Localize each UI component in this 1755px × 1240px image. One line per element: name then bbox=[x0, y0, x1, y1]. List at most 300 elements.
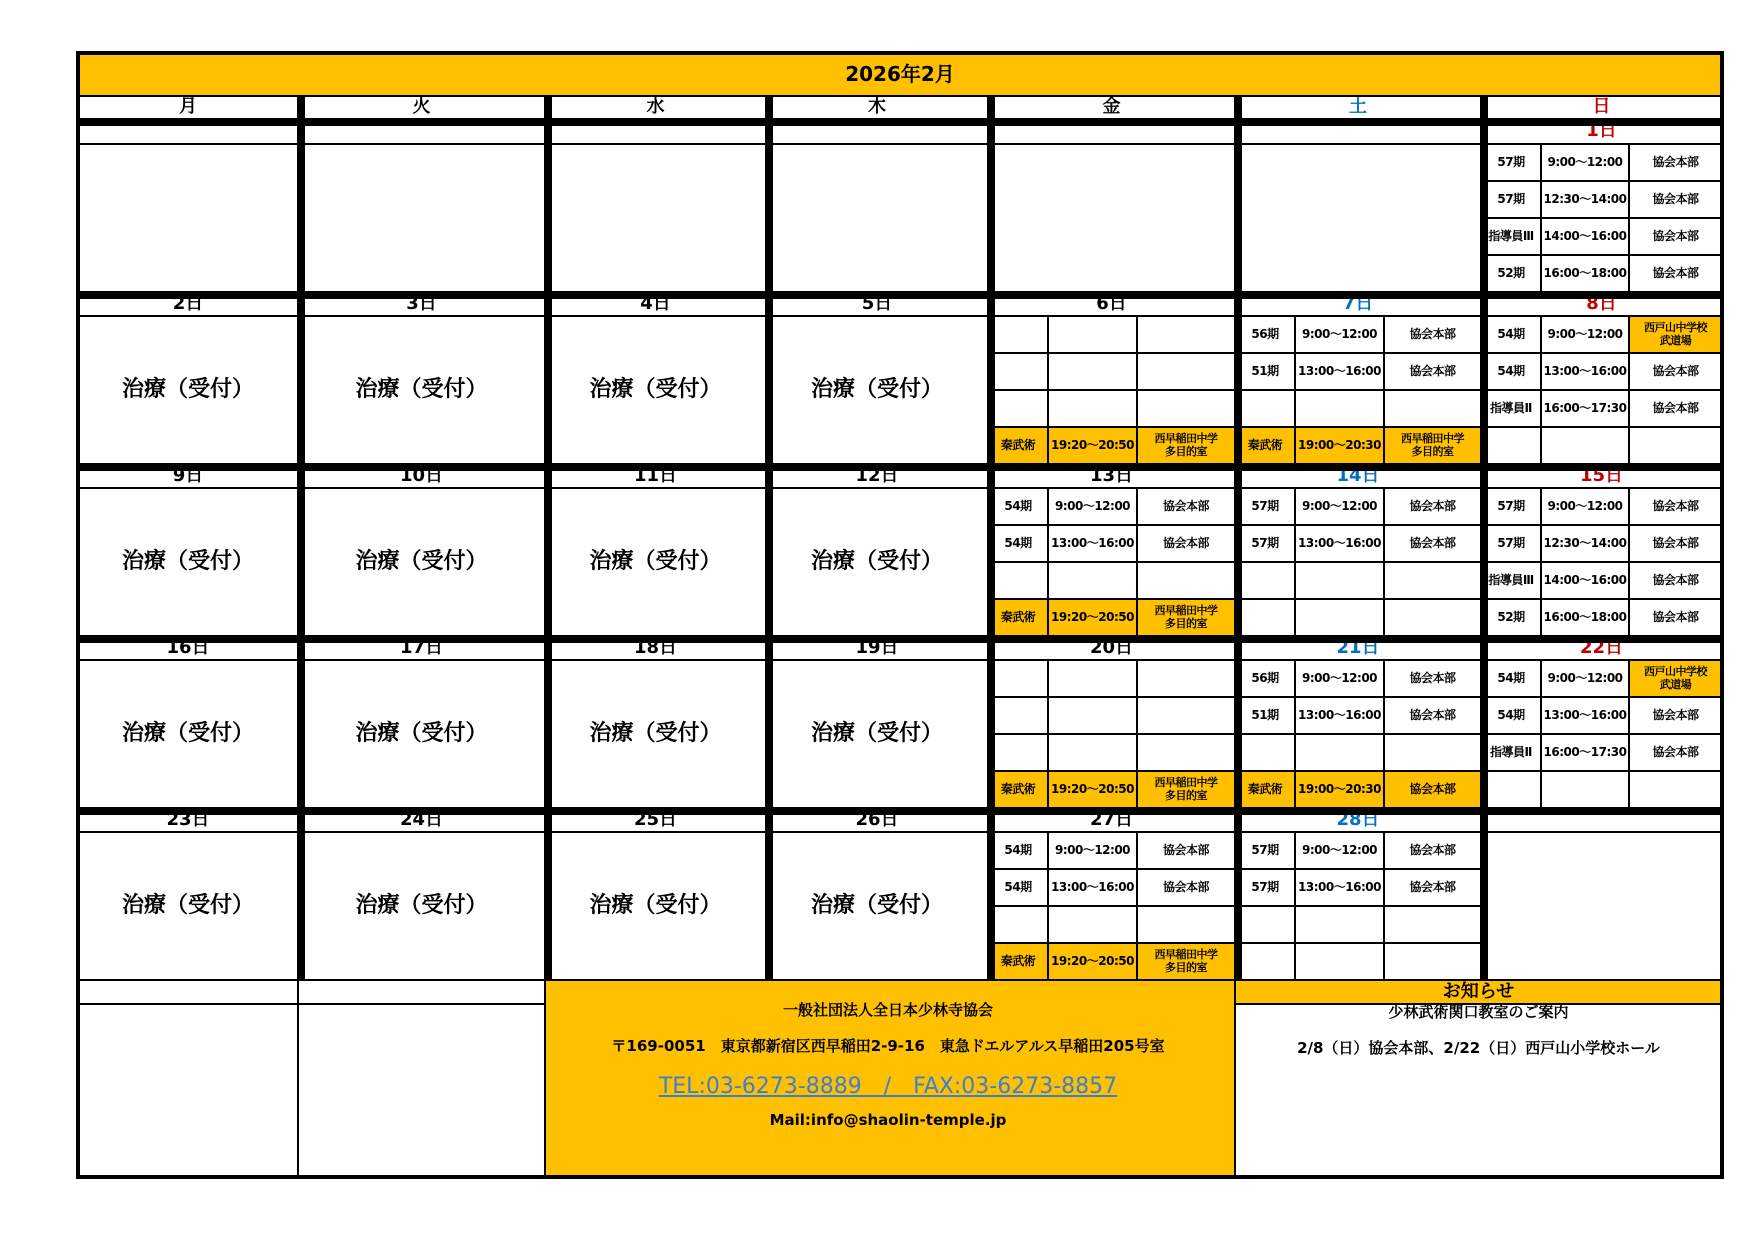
sat-slot-3-3-0-text: 秦武術 bbox=[1247, 781, 1283, 796]
sat-slot-3-3-2-text: 協会本部 bbox=[1409, 781, 1456, 796]
sun-slot-3-0-0 bbox=[1481, 660, 1541, 697]
date-3-3-text: 19日 bbox=[855, 636, 899, 658]
weekday-5 bbox=[1235, 96, 1481, 119]
fri-slot-1-3-2-text: 西早稲田中学 多目的室 bbox=[1154, 431, 1218, 458]
sun-slot-0-3-0-text: 52期 bbox=[1497, 265, 1525, 280]
sun-slot-0-0-1 bbox=[1541, 144, 1629, 181]
date-1-4-text: 6日 bbox=[1096, 292, 1127, 314]
sat-slot-1-0-2-text: 協会本部 bbox=[1409, 326, 1456, 341]
fri-slot-2-1-2 bbox=[1137, 525, 1235, 562]
fri-slot-4-3-2 bbox=[1137, 943, 1235, 980]
sun-slot-3-3-1 bbox=[1541, 771, 1629, 808]
date-1-1-text: 3日 bbox=[406, 292, 437, 314]
date-0-1 bbox=[298, 119, 545, 144]
sun-slot-3-1-0-text: 54期 bbox=[1497, 707, 1525, 722]
sun-slot-3-2-2 bbox=[1629, 734, 1722, 771]
treatment-cell-1-2 bbox=[545, 316, 766, 464]
treatment-cell-4-1-text: 治療（受付） bbox=[355, 893, 488, 919]
treatment-cell-2-3 bbox=[766, 488, 988, 636]
sat-slot-3-3-1-text: 19:00～20:30 bbox=[1298, 781, 1381, 796]
treatment-cell-0-3 bbox=[766, 144, 988, 292]
sat-slot-4-2-1 bbox=[1295, 906, 1384, 943]
date-0-0 bbox=[78, 119, 298, 144]
treatment-cell-2-2-text: 治療（受付） bbox=[589, 549, 722, 575]
treatment-cell-4-3 bbox=[766, 832, 988, 980]
date-4-1 bbox=[298, 808, 545, 832]
treatment-cell-2-1-text: 治療（受付） bbox=[355, 549, 488, 575]
fri-slot-2-1-1-text: 13:00～16:00 bbox=[1051, 535, 1134, 550]
fri-slot-2-1-1 bbox=[1048, 525, 1137, 562]
sat-slot-4-1-2 bbox=[1384, 869, 1481, 906]
sat-slot-4-0-1 bbox=[1295, 832, 1384, 869]
sat-slot-1-0-1-text: 9:00～12:00 bbox=[1301, 326, 1378, 341]
sat-slot-1-3-1-text: 19:00～20:30 bbox=[1298, 437, 1381, 452]
sat-slot-3-1-2 bbox=[1384, 697, 1481, 734]
sat-slot-1-0-0 bbox=[1235, 316, 1295, 353]
sat-slot-4-0-0-text: 57期 bbox=[1251, 842, 1279, 857]
sun-slot-1-1-2 bbox=[1629, 353, 1722, 390]
sun-slot-2-2-0 bbox=[1481, 562, 1541, 599]
sun-slot-2-1-2-text: 協会本部 bbox=[1652, 535, 1699, 550]
date-3-6 bbox=[1481, 636, 1722, 660]
fri-slot-4-0-1 bbox=[1048, 832, 1137, 869]
sun-slot-1-3-1 bbox=[1541, 427, 1629, 464]
fri-slot-4-1-2-text: 協会本部 bbox=[1162, 879, 1209, 894]
treatment-cell-3-1-text: 治療（受付） bbox=[355, 721, 488, 747]
sat-slot-1-0-2 bbox=[1384, 316, 1481, 353]
sun-slot-2-3-2 bbox=[1629, 599, 1722, 636]
weekday-0-text: 月 bbox=[179, 96, 197, 118]
sun-slot-1-1-1-text: 13:00～16:00 bbox=[1543, 363, 1627, 378]
date-3-4 bbox=[988, 636, 1235, 660]
treatment-cell-1-2-text: 治療（受付） bbox=[589, 377, 722, 403]
sat-slot-1-1-2 bbox=[1384, 353, 1481, 390]
date-4-2 bbox=[545, 808, 766, 832]
sat-slot-3-0-0 bbox=[1235, 660, 1295, 697]
fri-slot-1-2-1 bbox=[1048, 390, 1137, 427]
treatment-cell-3-3 bbox=[766, 660, 988, 808]
sun-slot-3-1-1-text: 13:00～16:00 bbox=[1543, 707, 1627, 722]
fri-slot-3-3-2-text: 西早稲田中学 多目的室 bbox=[1154, 775, 1218, 802]
date-2-0 bbox=[78, 464, 298, 488]
date-2-5 bbox=[1235, 464, 1481, 488]
sun-slot-3-0-1 bbox=[1541, 660, 1629, 697]
weekday-0 bbox=[78, 96, 298, 119]
sat-slot-2-2-2 bbox=[1384, 562, 1481, 599]
date-2-6-text: 15日 bbox=[1579, 464, 1624, 486]
weekday-3 bbox=[766, 96, 988, 119]
weekday-5-text: 土 bbox=[1349, 96, 1367, 118]
sun-slot-1-1-0 bbox=[1481, 353, 1541, 390]
sun-slot-2-3-2-text: 協会本部 bbox=[1652, 609, 1699, 624]
date-3-1 bbox=[298, 636, 545, 660]
sat-slot-1-0-1 bbox=[1295, 316, 1384, 353]
sat-slot-4-3-0 bbox=[1235, 943, 1295, 980]
treatment-cell-3-1 bbox=[298, 660, 545, 808]
sat-slot-1-1-0-text: 51期 bbox=[1251, 363, 1279, 378]
sun-slot-3-1-1 bbox=[1541, 697, 1629, 734]
date-3-1-text: 17日 bbox=[399, 636, 444, 658]
fri-slot-1-1-1 bbox=[1048, 353, 1137, 390]
sun-slot-3-2-0 bbox=[1481, 734, 1541, 771]
fri-slot-4-0-1-text: 9:00～12:00 bbox=[1054, 842, 1131, 857]
treatment-cell-1-0-text: 治療（受付） bbox=[121, 377, 254, 403]
notice-heading-text: お知らせ bbox=[1442, 980, 1515, 1002]
sat-slot-3-0-2 bbox=[1384, 660, 1481, 697]
fri-slot-1-1-2 bbox=[1137, 353, 1235, 390]
notice-body bbox=[1235, 997, 1722, 1172]
calendar-title bbox=[78, 53, 1722, 96]
sun-slot-2-3-1 bbox=[1541, 599, 1629, 636]
sat-slot-4-0-1-text: 9:00～12:00 bbox=[1301, 842, 1378, 857]
date-4-0-text: 23日 bbox=[166, 808, 210, 830]
date-3-3 bbox=[766, 636, 988, 660]
sat-slot-3-2-2 bbox=[1384, 734, 1481, 771]
fri-slot-3-3-1-text: 19:20～20:50 bbox=[1051, 781, 1134, 796]
fri-slot-2-0-1 bbox=[1048, 488, 1137, 525]
fri-slot-4-0-0-text: 54期 bbox=[1004, 842, 1032, 857]
fri-slot-2-0-0 bbox=[988, 488, 1048, 525]
fri-slot-3-3-1 bbox=[1048, 771, 1137, 808]
date-1-6-text: 8日 bbox=[1586, 292, 1617, 314]
bottom-cell-tue bbox=[298, 1004, 545, 1177]
sat-slot-1-2-1 bbox=[1295, 390, 1384, 427]
sun-slot-1-2-2-text: 協会本部 bbox=[1652, 400, 1699, 415]
sat-slot-1-3-2-text: 西早稲田中学 多目的室 bbox=[1401, 431, 1464, 458]
fri-slot-4-2-1 bbox=[1048, 906, 1137, 943]
treatment-cell-1-3-text: 治療（受付） bbox=[810, 377, 943, 403]
sun-slot-1-2-1-text: 16:00～17:30 bbox=[1543, 400, 1627, 415]
fri-slot-2-3-1-text: 19:20～20:50 bbox=[1051, 609, 1134, 624]
sun-slot-2-2-1-text: 14:00～16:00 bbox=[1543, 572, 1627, 587]
sun-slot-0-2-0-text: 指導員Ⅲ bbox=[1488, 228, 1534, 243]
fri-slot-2-3-1 bbox=[1048, 599, 1137, 636]
date-0-3 bbox=[766, 119, 988, 144]
sun-slot-2-2-0-text: 指導員Ⅲ bbox=[1488, 572, 1534, 587]
date-2-2 bbox=[545, 464, 766, 488]
sat-slot-1-0-0-text: 56期 bbox=[1251, 326, 1279, 341]
sat-slot-2-0-0 bbox=[1235, 488, 1295, 525]
sat-slot-3-1-0-text: 51期 bbox=[1251, 707, 1279, 722]
bottom-strip-mon bbox=[78, 980, 298, 1004]
sat-slot-3-0-2-text: 協会本部 bbox=[1409, 670, 1456, 685]
sat-slot-1-2-0 bbox=[1235, 390, 1295, 427]
sun-slot-1-2-0-text: 指導員Ⅱ bbox=[1490, 400, 1532, 415]
sun-slot-2-3-0 bbox=[1481, 599, 1541, 636]
sun-slot-0-2-0 bbox=[1481, 218, 1541, 255]
date-4-3 bbox=[766, 808, 988, 832]
sat-slot-2-0-1-text: 9:00～12:00 bbox=[1301, 498, 1378, 513]
sun-slot-0-3-2 bbox=[1629, 255, 1722, 292]
fri-slot-2-3-2 bbox=[1137, 599, 1235, 636]
sat-slot-1-3-0-text: 秦武術 bbox=[1247, 437, 1283, 452]
sat-slot-4-0-0 bbox=[1235, 832, 1295, 869]
sat-slot-4-1-0-text: 57期 bbox=[1251, 879, 1279, 894]
treatment-cell-4-0 bbox=[78, 832, 298, 980]
sat-slot-2-3-2 bbox=[1384, 599, 1481, 636]
date-0-6 bbox=[1481, 119, 1722, 144]
sat-slot-1-1-0 bbox=[1235, 353, 1295, 390]
sat-slot-1-1-1-text: 13:00～16:00 bbox=[1298, 363, 1381, 378]
date-1-5 bbox=[1235, 292, 1481, 316]
sun-slot-1-2-1 bbox=[1541, 390, 1629, 427]
org-address: 〒169-0051 東京都新宿区西早稲田2-9-16 東急ドエルアルス早稲田205号室 bbox=[611, 1037, 1165, 1055]
date-3-6-text: 22日 bbox=[1579, 636, 1624, 658]
treatment-cell-0-1 bbox=[298, 144, 545, 292]
sat-slot-4-2-2 bbox=[1384, 906, 1481, 943]
treatment-cell-3-0-text: 治療（受付） bbox=[121, 721, 254, 747]
sun-slot-0-2-1-text: 14:00～16:00 bbox=[1543, 228, 1627, 243]
sun-slot-0-2-2-text: 協会本部 bbox=[1652, 228, 1699, 243]
sun-slot-3-0-1-text: 9:00～12:00 bbox=[1547, 670, 1623, 685]
sat-slot-2-0-2 bbox=[1384, 488, 1481, 525]
date-1-2 bbox=[545, 292, 766, 316]
weekday-1 bbox=[298, 96, 545, 119]
fri-slot-1-1-0 bbox=[988, 353, 1048, 390]
sat-slot-3-1-1 bbox=[1295, 697, 1384, 734]
sun-slot-1-0-0-text: 54期 bbox=[1497, 326, 1525, 341]
date-4-4 bbox=[988, 808, 1235, 832]
date-4-4-text: 27日 bbox=[1089, 808, 1134, 830]
sat-slot-4-3-1 bbox=[1295, 943, 1384, 980]
sat-slot-2-0-1 bbox=[1295, 488, 1384, 525]
treatment-cell-2-3-text: 治療（受付） bbox=[810, 549, 943, 575]
sat-slot-2-3-1 bbox=[1295, 599, 1384, 636]
sun-slot-0-0-0 bbox=[1481, 144, 1541, 181]
sat-slot-4-3-2 bbox=[1384, 943, 1481, 980]
sat-slot-1-1-1 bbox=[1295, 353, 1384, 390]
date-2-1-text: 10日 bbox=[399, 464, 444, 486]
fri-slot-2-0-2 bbox=[1137, 488, 1235, 525]
notice-line-2: 2/8（日）協会本部、2/22（日）西戸山小学校ホール bbox=[1297, 1039, 1660, 1057]
fri-slot-2-1-0-text: 54期 bbox=[1004, 535, 1032, 550]
date-3-5-text: 21日 bbox=[1336, 636, 1380, 658]
fri-slot-3-0-0 bbox=[988, 660, 1048, 697]
sat-slot-1-2-2 bbox=[1384, 390, 1481, 427]
date-4-5 bbox=[1235, 808, 1481, 832]
date-3-0-text: 16日 bbox=[166, 636, 210, 658]
date-0-5 bbox=[1235, 119, 1481, 144]
sun-slot-1-0-0 bbox=[1481, 316, 1541, 353]
sun-slot-1-2-0 bbox=[1481, 390, 1541, 427]
date-1-3 bbox=[766, 292, 988, 316]
fri-slot-3-1-2 bbox=[1137, 697, 1235, 734]
sat-slot-2-0-2-text: 協会本部 bbox=[1409, 498, 1456, 513]
fri-slot-2-2-1 bbox=[1048, 562, 1137, 599]
fri-slot-1-3-2 bbox=[1137, 427, 1235, 464]
sat-slot-3-0-1 bbox=[1295, 660, 1384, 697]
sun-slot-0-3-2-text: 協会本部 bbox=[1652, 265, 1699, 280]
sun-slot-2-1-1 bbox=[1541, 525, 1629, 562]
sat-slot-3-0-1-text: 9:00～12:00 bbox=[1301, 670, 1378, 685]
date-2-3-text: 12日 bbox=[855, 464, 899, 486]
sat-slot-3-0-0-text: 56期 bbox=[1251, 670, 1279, 685]
fri-slot-2-3-0-text: 秦武術 bbox=[1000, 609, 1036, 624]
calendar-title-text: 2026年2月 bbox=[845, 62, 955, 86]
sun-slot-2-2-2 bbox=[1629, 562, 1722, 599]
weekday-4-text: 金 bbox=[1102, 96, 1121, 118]
treatment-cell-4-2 bbox=[545, 832, 766, 980]
date-4-5-text: 28日 bbox=[1336, 808, 1380, 830]
date-4-6 bbox=[1481, 808, 1722, 832]
date-1-1 bbox=[298, 292, 545, 316]
fri-slot-4-3-1 bbox=[1048, 943, 1137, 980]
sun-slot-1-0-2-text: 西戸山中学校 武道場 bbox=[1644, 320, 1707, 347]
sun-slot-0-0-2-text: 協会本部 bbox=[1652, 154, 1699, 169]
sat-slot-2-1-1 bbox=[1295, 525, 1384, 562]
sun-slot-2-0-0-text: 57期 bbox=[1497, 498, 1525, 513]
tel-fax-link[interactable]: TEL:03-6273-8889 / FAX:03-6273-8857 bbox=[658, 1074, 1118, 1099]
fri-slot-4-0-2 bbox=[1137, 832, 1235, 869]
sun-slot-2-2-2-text: 協会本部 bbox=[1652, 572, 1699, 587]
sun-slot-0-3-1-text: 16:00～18:00 bbox=[1543, 265, 1627, 280]
sat-slot-2-2-0 bbox=[1235, 562, 1295, 599]
treatment-cell-0-0 bbox=[78, 144, 298, 292]
fri-slot-1-3-1 bbox=[1048, 427, 1137, 464]
treatment-cell-4-3-text: 治療（受付） bbox=[810, 893, 943, 919]
fri-slot-2-3-2-text: 西早稲田中学 多目的室 bbox=[1154, 603, 1218, 630]
treatment-cell-3-0 bbox=[78, 660, 298, 808]
sun-slot-2-0-1 bbox=[1541, 488, 1629, 525]
fri-slot-1-2-2 bbox=[1137, 390, 1235, 427]
fri-slot-4-1-2 bbox=[1137, 869, 1235, 906]
sat-slot-2-2-1 bbox=[1295, 562, 1384, 599]
date-3-4-text: 20日 bbox=[1089, 636, 1134, 658]
fri-slot-3-2-1 bbox=[1048, 734, 1137, 771]
sun-slot-3-0-2 bbox=[1629, 660, 1722, 697]
date-1-5-text: 7日 bbox=[1342, 292, 1374, 314]
treatment-cell-4-0-text: 治療（受付） bbox=[121, 893, 254, 919]
sat-slot-2-3-0 bbox=[1235, 599, 1295, 636]
treatment-cell-2-0-text: 治療（受付） bbox=[121, 549, 254, 575]
sun-slot-3-3-0 bbox=[1481, 771, 1541, 808]
sun-slot-1-1-0-text: 54期 bbox=[1497, 363, 1525, 378]
fri-slot-3-1-1 bbox=[1048, 697, 1137, 734]
date-3-5 bbox=[1235, 636, 1481, 660]
sun-slot-2-3-1-text: 16:00～18:00 bbox=[1543, 609, 1627, 624]
treatment-cell-3-3-text: 治療（受付） bbox=[810, 721, 943, 747]
sat-slot-4-1-1 bbox=[1295, 869, 1384, 906]
fri-slot-4-0-0 bbox=[988, 832, 1048, 869]
date-2-5-text: 14日 bbox=[1336, 464, 1380, 486]
sun-slot-0-0-2 bbox=[1629, 144, 1722, 181]
sun-slot-3-1-2 bbox=[1629, 697, 1722, 734]
fri-slot-2-1-2-text: 協会本部 bbox=[1162, 535, 1209, 550]
sat-slot-4-1-0 bbox=[1235, 869, 1295, 906]
fri-slot-2-0-1-text: 9:00～12:00 bbox=[1054, 498, 1131, 513]
date-3-2-text: 18日 bbox=[633, 636, 678, 658]
sun-slot-2-1-2 bbox=[1629, 525, 1722, 562]
date-2-4-text: 13日 bbox=[1089, 464, 1134, 486]
date-0-4 bbox=[988, 119, 1235, 144]
fri-slot-4-1-1-text: 13:00～16:00 bbox=[1051, 879, 1134, 894]
sun-slot-2-2-1 bbox=[1541, 562, 1629, 599]
treatment-cell-2-2 bbox=[545, 488, 766, 636]
sat-slot-4-1-2-text: 協会本部 bbox=[1409, 879, 1456, 894]
weekday-2-text: 水 bbox=[646, 96, 665, 118]
bottom-cell-mon bbox=[78, 1004, 298, 1177]
sat-slot-2-1-0 bbox=[1235, 525, 1295, 562]
sun-slot-3-1-2-text: 協会本部 bbox=[1652, 707, 1699, 722]
fri-slot-3-2-0 bbox=[988, 734, 1048, 771]
date-4-1-text: 24日 bbox=[399, 808, 444, 830]
fri-slot-1-3-0-text: 秦武術 bbox=[1000, 437, 1036, 452]
fri-slot-2-2-0 bbox=[988, 562, 1048, 599]
sun-slot-0-1-0-text: 57期 bbox=[1497, 191, 1525, 206]
fri-slot-4-0-2-text: 協会本部 bbox=[1162, 842, 1209, 857]
mail-address[interactable]: Mail:info@shaolin-temple.jp bbox=[769, 1111, 1007, 1129]
date-3-2 bbox=[545, 636, 766, 660]
fri-slot-2-1-0 bbox=[988, 525, 1048, 562]
sun-slot-1-0-2 bbox=[1629, 316, 1722, 353]
fri-slot-3-2-2 bbox=[1137, 734, 1235, 771]
fri-slot-4-3-1-text: 19:20～20:50 bbox=[1051, 953, 1134, 968]
fri-slot-3-0-1 bbox=[1048, 660, 1137, 697]
fri-slot-2-2-2 bbox=[1137, 562, 1235, 599]
sun-slot-1-1-2-text: 協会本部 bbox=[1652, 363, 1699, 378]
sat-slot-4-0-2 bbox=[1384, 832, 1481, 869]
sat-slot-3-1-0 bbox=[1235, 697, 1295, 734]
date-2-3 bbox=[766, 464, 988, 488]
date-1-0-text: 2日 bbox=[172, 292, 204, 314]
fri-slot-4-1-0-text: 54期 bbox=[1004, 879, 1032, 894]
sun-slot-0-0-0-text: 57期 bbox=[1497, 154, 1525, 169]
sat-slot-3-1-1-text: 13:00～16:00 bbox=[1298, 707, 1381, 722]
fri-slot-1-3-0 bbox=[988, 427, 1048, 464]
sun-slot-3-2-0-text: 指導員Ⅱ bbox=[1490, 744, 1532, 759]
sun-slot-1-0-1-text: 9:00～12:00 bbox=[1547, 326, 1623, 341]
date-1-0 bbox=[78, 292, 298, 316]
sun-slot-3-2-1 bbox=[1541, 734, 1629, 771]
sat-slot-3-3-1 bbox=[1295, 771, 1384, 808]
sat-slot-3-1-2-text: 協会本部 bbox=[1409, 707, 1456, 722]
fri-slot-1-0-0 bbox=[988, 316, 1048, 353]
fri-slot-4-1-0 bbox=[988, 869, 1048, 906]
fri-empty-0 bbox=[988, 144, 1235, 292]
fri-slot-2-0-0-text: 54期 bbox=[1004, 498, 1032, 513]
sun-slot-0-1-2 bbox=[1629, 181, 1722, 218]
sat-slot-2-1-0-text: 57期 bbox=[1251, 535, 1279, 550]
date-1-3-text: 5日 bbox=[861, 292, 893, 314]
fri-slot-3-0-2 bbox=[1137, 660, 1235, 697]
sun-slot-0-2-2 bbox=[1629, 218, 1722, 255]
sun-slot-1-2-2 bbox=[1629, 390, 1722, 427]
treatment-cell-2-0 bbox=[78, 488, 298, 636]
treatment-cell-4-2-text: 治療（受付） bbox=[589, 893, 722, 919]
sun-slot-3-2-2-text: 協会本部 bbox=[1652, 744, 1699, 759]
sun-slot-2-1-0 bbox=[1481, 525, 1541, 562]
date-4-3-text: 26日 bbox=[855, 808, 899, 830]
weekday-1-text: 火 bbox=[412, 96, 431, 118]
treatment-cell-1-1-text: 治療（受付） bbox=[355, 377, 488, 403]
sun-slot-1-0-1 bbox=[1541, 316, 1629, 353]
fri-slot-4-2-2 bbox=[1137, 906, 1235, 943]
weekday-4 bbox=[988, 96, 1235, 119]
sun-slot-3-0-2-text: 西戸山中学校 武道場 bbox=[1644, 664, 1707, 691]
sat-slot-1-3-0 bbox=[1235, 427, 1295, 464]
sun-slot-3-3-2 bbox=[1629, 771, 1722, 808]
treatment-cell-4-1 bbox=[298, 832, 545, 980]
date-1-4 bbox=[988, 292, 1235, 316]
weekday-6-text: 日 bbox=[1592, 96, 1611, 118]
treatment-cell-1-3 bbox=[766, 316, 988, 464]
treatment-cell-3-2-text: 治療（受付） bbox=[589, 721, 722, 747]
fri-slot-3-3-0-text: 秦武術 bbox=[1000, 781, 1036, 796]
fri-slot-3-3-2 bbox=[1137, 771, 1235, 808]
fri-slot-2-0-2-text: 協会本部 bbox=[1162, 498, 1209, 513]
fri-slot-4-3-0-text: 秦武術 bbox=[1000, 953, 1036, 968]
notice-line-1: 少林武術関口教室のご案内 bbox=[1388, 1003, 1569, 1021]
